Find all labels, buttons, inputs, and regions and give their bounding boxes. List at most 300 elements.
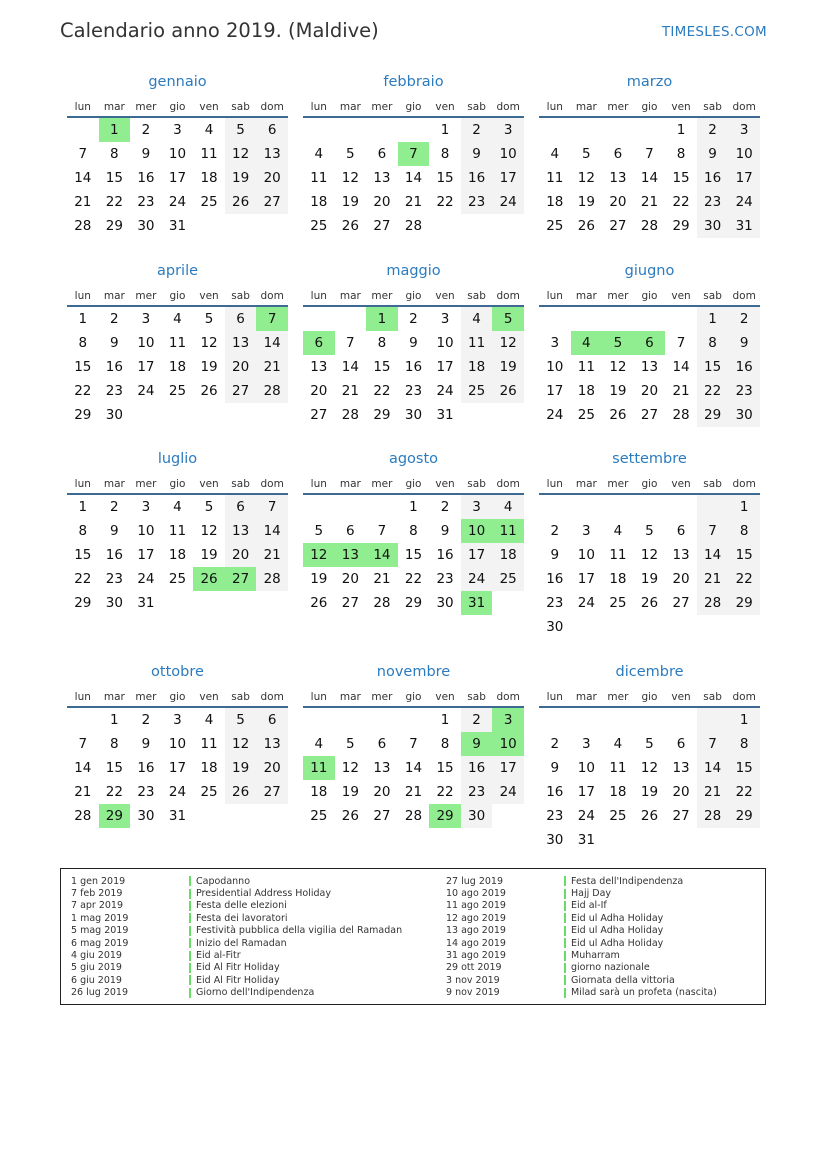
day-cell: 30 xyxy=(436,595,454,611)
day-cell: 9 xyxy=(697,142,729,166)
day-cell: 3 xyxy=(173,122,182,138)
day-cell: 8 xyxy=(409,523,418,539)
weekday-label: mar xyxy=(103,290,125,302)
day-cell: 20 xyxy=(373,784,391,800)
day-cell: 23 xyxy=(436,571,454,587)
day-cell: 7 xyxy=(346,335,355,351)
day-cell: 17 xyxy=(461,543,493,567)
weekday-label: sab xyxy=(467,101,486,113)
day-cell: 22 xyxy=(105,784,123,800)
legend-date: 4 giu 2019 xyxy=(71,950,122,962)
day-cell: 20 xyxy=(310,383,328,399)
day-cell: 7 xyxy=(409,736,418,752)
day-cell: 10 xyxy=(168,146,187,162)
day-cell: 6 xyxy=(676,736,686,752)
holiday-color-marker xyxy=(564,913,566,923)
holiday-day-cell: 12 xyxy=(303,543,335,567)
weekday-header xyxy=(67,474,288,491)
weekday-label: sab xyxy=(231,478,250,490)
day-cell: 16 xyxy=(461,756,493,780)
day-cell: 24 xyxy=(168,194,187,210)
weekday-label: lun xyxy=(310,691,327,703)
weekday-label: dom xyxy=(260,101,284,113)
month-gennaio xyxy=(67,72,288,238)
day-cell: 19 xyxy=(225,166,257,190)
holiday-day-cell: 6 xyxy=(634,331,666,355)
empty-cell xyxy=(571,118,603,142)
holiday-day-cell: 29 xyxy=(429,804,461,828)
day-cell: 8 xyxy=(110,736,119,752)
day-cell: 19 xyxy=(609,383,627,399)
weekday-label: gio xyxy=(641,478,658,490)
day-cell: 26 xyxy=(640,808,659,824)
weekday-label: lun xyxy=(310,101,327,113)
day-cell: 24 xyxy=(577,808,595,824)
day-cell: 3 xyxy=(728,118,760,142)
weekday-label: gio xyxy=(405,101,422,113)
legend-column-left xyxy=(71,875,402,999)
day-cell: 29 xyxy=(105,218,123,234)
day-cell: 5 xyxy=(204,499,214,515)
legend-holiday-name: Milad sarà un profeta (nascita) xyxy=(571,987,717,999)
day-cell: 4 xyxy=(314,146,324,162)
day-cell: 17 xyxy=(577,571,595,587)
day-cell: 5 xyxy=(314,523,324,539)
day-cell: 20 xyxy=(672,784,690,800)
day-cell: 29 xyxy=(697,403,729,427)
legend-holiday-name: Eid ul Adha Holiday xyxy=(571,937,664,949)
day-cell: 16 xyxy=(105,547,123,563)
day-cell: 1 xyxy=(78,311,88,327)
legend-holiday-name: giorno nazionale xyxy=(571,962,650,974)
day-cell: 22 xyxy=(373,383,391,399)
day-cell: 12 xyxy=(577,170,595,186)
day-cell: 9 xyxy=(141,736,151,752)
weekday-label: sab xyxy=(467,290,486,302)
day-cell: 6 xyxy=(676,523,686,539)
day-cell: 1 xyxy=(676,122,686,138)
day-cell: 2 xyxy=(697,118,729,142)
empty-cell xyxy=(571,307,603,331)
weekday-label: dom xyxy=(496,290,520,302)
day-cell: 6 xyxy=(256,118,288,142)
day-cell: 14 xyxy=(74,760,92,776)
day-cell: 17 xyxy=(137,359,155,375)
day-cell: 6 xyxy=(256,708,288,732)
day-cell: 25 xyxy=(577,407,595,423)
day-cell: 30 xyxy=(105,407,123,423)
legend-holiday-name: Festa dell'Indipendenza xyxy=(571,875,684,887)
day-cell: 24 xyxy=(168,784,187,800)
day-cell: 28 xyxy=(697,804,729,828)
weekday-label: mer xyxy=(371,290,393,302)
day-cell: 14 xyxy=(697,756,729,780)
day-cell: 1 xyxy=(78,499,88,515)
month-name: giugno xyxy=(624,263,675,279)
day-cell: 18 xyxy=(200,760,218,776)
day-cell: 26 xyxy=(310,595,328,611)
weekday-label: lun xyxy=(546,691,563,703)
day-cell: 31 xyxy=(436,407,454,423)
day-cell: 21 xyxy=(697,567,729,591)
day-cell: 21 xyxy=(341,383,359,399)
day-cell: 13 xyxy=(373,170,391,186)
day-cell: 17 xyxy=(137,547,155,563)
day-grid xyxy=(303,307,524,427)
day-cell: 29 xyxy=(728,804,760,828)
empty-cell xyxy=(366,118,398,142)
day-grid xyxy=(539,118,760,238)
day-cell: 28 xyxy=(74,808,92,824)
day-cell: 18 xyxy=(200,170,218,186)
empty-cell xyxy=(665,828,697,852)
day-cell: 1 xyxy=(110,712,119,728)
holiday-day-cell: 9 xyxy=(461,732,493,756)
day-cell: 10 xyxy=(546,359,564,375)
weekday-label: mar xyxy=(575,101,597,113)
month-ottobre xyxy=(67,662,288,828)
day-cell: 8 xyxy=(728,732,760,756)
day-cell: 23 xyxy=(105,383,123,399)
day-cell: 18 xyxy=(609,571,627,587)
day-cell: 28 xyxy=(74,218,92,234)
weekday-label: mer xyxy=(371,691,393,703)
holiday-color-marker xyxy=(189,901,191,911)
day-cell: 30 xyxy=(546,832,564,848)
weekday-label: mar xyxy=(103,691,125,703)
empty-cell xyxy=(162,591,194,615)
day-cell: 2 xyxy=(141,122,151,138)
weekday-label: ven xyxy=(199,478,219,490)
weekday-label: mer xyxy=(371,478,393,490)
holiday-day-cell: 3 xyxy=(492,708,524,732)
legend-holiday-name: Eid al-Fitr xyxy=(196,950,241,962)
holiday-color-marker xyxy=(189,889,191,899)
day-cell: 24 xyxy=(137,571,155,587)
day-cell: 17 xyxy=(492,756,524,780)
weekday-label: mar xyxy=(575,478,597,490)
legend-date: 6 mag 2019 xyxy=(71,937,129,949)
day-cell: 18 xyxy=(492,543,524,567)
day-cell: 15 xyxy=(404,547,423,563)
day-grid xyxy=(67,708,288,828)
weekday-label: sab xyxy=(703,478,722,490)
weekday-label: ven xyxy=(199,290,219,302)
legend-date: 13 ago 2019 xyxy=(446,925,506,937)
empty-cell xyxy=(225,804,257,828)
day-cell: 14 xyxy=(672,359,690,375)
day-cell: 24 xyxy=(436,383,454,399)
month-marzo xyxy=(539,72,760,238)
day-cell: 19 xyxy=(640,571,659,587)
weekday-label: mer xyxy=(135,478,157,490)
legend-item xyxy=(446,887,717,899)
legend-date: 27 lug 2019 xyxy=(446,875,503,887)
weekday-label: dom xyxy=(732,290,756,302)
legend-item xyxy=(446,912,717,924)
weekday-label: mar xyxy=(575,290,597,302)
empty-cell xyxy=(256,591,288,615)
empty-cell xyxy=(697,828,729,852)
holiday-day-cell: 27 xyxy=(225,567,257,591)
legend-item xyxy=(446,974,717,986)
day-cell: 4 xyxy=(204,122,214,138)
weekday-label: mar xyxy=(339,101,361,113)
day-cell: 20 xyxy=(256,166,288,190)
month-name: febbraio xyxy=(383,74,444,90)
weekday-label: gio xyxy=(641,290,658,302)
legend-item xyxy=(71,974,402,986)
day-cell: 26 xyxy=(200,383,218,399)
day-cell: 15 xyxy=(672,170,690,186)
month-name: dicembre xyxy=(615,664,684,680)
legend-date: 11 ago 2019 xyxy=(446,900,506,912)
weekday-label: gio xyxy=(641,101,658,113)
legend-item xyxy=(71,949,402,961)
legend-item xyxy=(446,962,717,974)
day-cell: 18 xyxy=(168,359,187,375)
day-cell: 18 xyxy=(546,194,564,210)
day-cell: 26 xyxy=(609,407,627,423)
empty-cell xyxy=(602,708,634,732)
empty-cell xyxy=(303,307,335,331)
day-grid xyxy=(67,495,288,615)
empty-cell xyxy=(162,403,194,427)
day-cell: 21 xyxy=(404,784,423,800)
day-cell: 16 xyxy=(137,760,155,776)
day-cell: 10 xyxy=(728,142,760,166)
day-cell: 19 xyxy=(200,547,218,563)
day-cell: 23 xyxy=(546,808,564,824)
day-cell: 2 xyxy=(110,311,119,327)
day-cell: 28 xyxy=(697,591,729,615)
day-cell: 3 xyxy=(461,495,493,519)
day-cell: 21 xyxy=(74,194,92,210)
day-cell: 21 xyxy=(697,780,729,804)
weekday-label: mar xyxy=(575,691,597,703)
day-cell: 10 xyxy=(168,736,187,752)
day-cell: 22 xyxy=(728,780,760,804)
day-cell: 23 xyxy=(546,595,564,611)
day-cell: 3 xyxy=(582,736,591,752)
day-cell: 6 xyxy=(225,495,257,519)
day-cell: 4 xyxy=(173,311,182,327)
day-cell: 16 xyxy=(728,355,760,379)
day-cell: 21 xyxy=(256,355,288,379)
day-cell: 12 xyxy=(609,359,627,375)
day-cell: 15 xyxy=(105,170,123,186)
day-cell: 2 xyxy=(110,499,119,515)
day-cell: 7 xyxy=(78,736,88,752)
holiday-color-marker xyxy=(564,926,566,936)
brand-link[interactable]: TIMESLES.COM xyxy=(661,24,767,40)
day-cell: 10 xyxy=(492,142,524,166)
weekday-label: mer xyxy=(135,691,157,703)
day-cell: 10 xyxy=(137,335,155,351)
day-cell: 22 xyxy=(105,194,123,210)
day-cell: 11 xyxy=(310,170,328,186)
day-cell: 9 xyxy=(141,146,151,162)
holiday-day-cell: 10 xyxy=(492,732,524,756)
day-cell: 11 xyxy=(546,170,564,186)
weekday-label: ven xyxy=(671,691,691,703)
weekday-header xyxy=(67,286,288,303)
legend-holiday-name: Eid ul Adha Holiday xyxy=(571,925,664,937)
day-cell: 29 xyxy=(74,595,92,611)
day-cell: 11 xyxy=(200,736,218,752)
holiday-color-marker xyxy=(564,889,566,899)
day-cell: 2 xyxy=(440,499,450,515)
day-cell: 4 xyxy=(173,499,182,515)
legend-date: 31 ago 2019 xyxy=(446,950,506,962)
month-giugno xyxy=(539,261,760,427)
day-cell: 26 xyxy=(577,218,595,234)
day-cell: 30 xyxy=(461,804,493,828)
day-cell: 15 xyxy=(74,359,92,375)
weekday-label: mer xyxy=(607,478,629,490)
empty-cell xyxy=(492,214,524,238)
empty-cell xyxy=(398,708,430,732)
legend-item xyxy=(71,962,402,974)
holiday-color-marker xyxy=(189,963,191,973)
day-cell: 28 xyxy=(672,407,690,423)
weekday-label: ven xyxy=(435,478,455,490)
holiday-day-cell: 1 xyxy=(366,307,398,331)
weekday-label: mer xyxy=(607,290,629,302)
empty-cell xyxy=(492,804,524,828)
day-cell: 22 xyxy=(436,784,454,800)
holiday-day-cell: 1 xyxy=(99,118,131,142)
weekday-header xyxy=(303,97,524,114)
holiday-color-marker xyxy=(564,951,566,961)
weekday-label: lun xyxy=(74,290,91,302)
day-cell: 13 xyxy=(256,142,288,166)
day-cell: 3 xyxy=(550,335,560,351)
day-cell: 13 xyxy=(373,760,391,776)
day-cell: 15 xyxy=(373,359,391,375)
day-cell: 9 xyxy=(461,142,493,166)
legend-holiday-name: Eid al-If xyxy=(571,900,607,912)
day-cell: 19 xyxy=(492,355,524,379)
day-cell: 4 xyxy=(492,495,524,519)
day-cell: 8 xyxy=(728,519,760,543)
day-cell: 8 xyxy=(377,335,387,351)
day-cell: 7 xyxy=(256,495,288,519)
day-cell: 16 xyxy=(546,571,564,587)
empty-cell xyxy=(130,403,162,427)
legend-date: 1 mag 2019 xyxy=(71,912,129,924)
day-cell: 30 xyxy=(137,808,155,824)
empty-cell xyxy=(225,214,257,238)
holiday-day-cell: 14 xyxy=(366,543,398,567)
day-cell: 30 xyxy=(105,595,123,611)
weekday-label: gio xyxy=(641,691,658,703)
holiday-color-marker xyxy=(189,926,191,936)
empty-cell xyxy=(366,495,398,519)
weekday-label: dom xyxy=(260,290,284,302)
weekday-label: gio xyxy=(169,478,186,490)
day-cell: 20 xyxy=(672,571,690,587)
legend-item xyxy=(71,987,402,999)
day-cell: 20 xyxy=(256,756,288,780)
legend-item xyxy=(71,925,402,937)
empty-cell xyxy=(539,307,571,331)
day-cell: 15 xyxy=(697,355,729,379)
day-cell: 13 xyxy=(609,170,627,186)
day-cell: 17 xyxy=(168,170,187,186)
day-cell: 24 xyxy=(137,383,155,399)
day-cell: 23 xyxy=(404,383,423,399)
empty-cell xyxy=(256,403,288,427)
legend-date: 9 nov 2019 xyxy=(446,987,500,999)
day-cell: 2 xyxy=(141,712,151,728)
weekday-header xyxy=(539,97,760,114)
month-name: agosto xyxy=(388,451,439,467)
holiday-day-cell: 11 xyxy=(492,519,524,543)
day-grid xyxy=(67,307,288,427)
day-cell: 11 xyxy=(168,523,187,539)
day-cell: 7 xyxy=(697,519,729,543)
weekday-label: sab xyxy=(467,478,486,490)
empty-cell xyxy=(539,495,571,519)
day-cell: 4 xyxy=(461,307,493,331)
day-cell: 30 xyxy=(137,218,155,234)
day-cell: 19 xyxy=(200,359,218,375)
weekday-label: gio xyxy=(405,290,422,302)
day-cell: 31 xyxy=(137,595,155,611)
weekday-label: sab xyxy=(231,691,250,703)
weekday-label: dom xyxy=(732,691,756,703)
empty-cell xyxy=(634,828,666,852)
legend-item xyxy=(71,887,402,899)
day-cell: 28 xyxy=(404,218,423,234)
day-cell: 29 xyxy=(373,407,391,423)
day-cell: 24 xyxy=(728,190,760,214)
day-cell: 14 xyxy=(74,170,92,186)
month-novembre xyxy=(303,662,524,828)
day-cell: 5 xyxy=(225,118,257,142)
day-cell: 23 xyxy=(137,784,155,800)
weekday-label: mar xyxy=(339,290,361,302)
empty-cell xyxy=(634,118,666,142)
weekday-label: lun xyxy=(74,478,91,490)
weekday-header xyxy=(67,97,288,114)
empty-cell xyxy=(665,307,697,331)
holiday-day-cell: 11 xyxy=(303,756,335,780)
legend-item xyxy=(446,900,717,912)
day-cell: 20 xyxy=(341,571,359,587)
day-cell: 9 xyxy=(550,547,560,563)
weekday-label: dom xyxy=(732,478,756,490)
weekday-header xyxy=(67,687,288,704)
day-cell: 18 xyxy=(168,547,187,563)
weekday-header xyxy=(303,286,524,303)
day-cell: 6 xyxy=(225,307,257,331)
weekday-label: lun xyxy=(310,290,327,302)
day-grid xyxy=(303,708,524,828)
legend-holiday-name: Capodanno xyxy=(196,875,251,887)
month-name: settembre xyxy=(612,451,687,467)
day-cell: 29 xyxy=(74,407,92,423)
legend-date: 5 giu 2019 xyxy=(71,962,122,974)
day-cell: 27 xyxy=(373,218,391,234)
holiday-day-cell: 5 xyxy=(602,331,634,355)
weekday-label: sab xyxy=(231,101,250,113)
day-cell: 28 xyxy=(404,808,423,824)
day-cell: 27 xyxy=(609,218,627,234)
empty-cell xyxy=(335,495,367,519)
month-name: novembre xyxy=(376,664,451,680)
